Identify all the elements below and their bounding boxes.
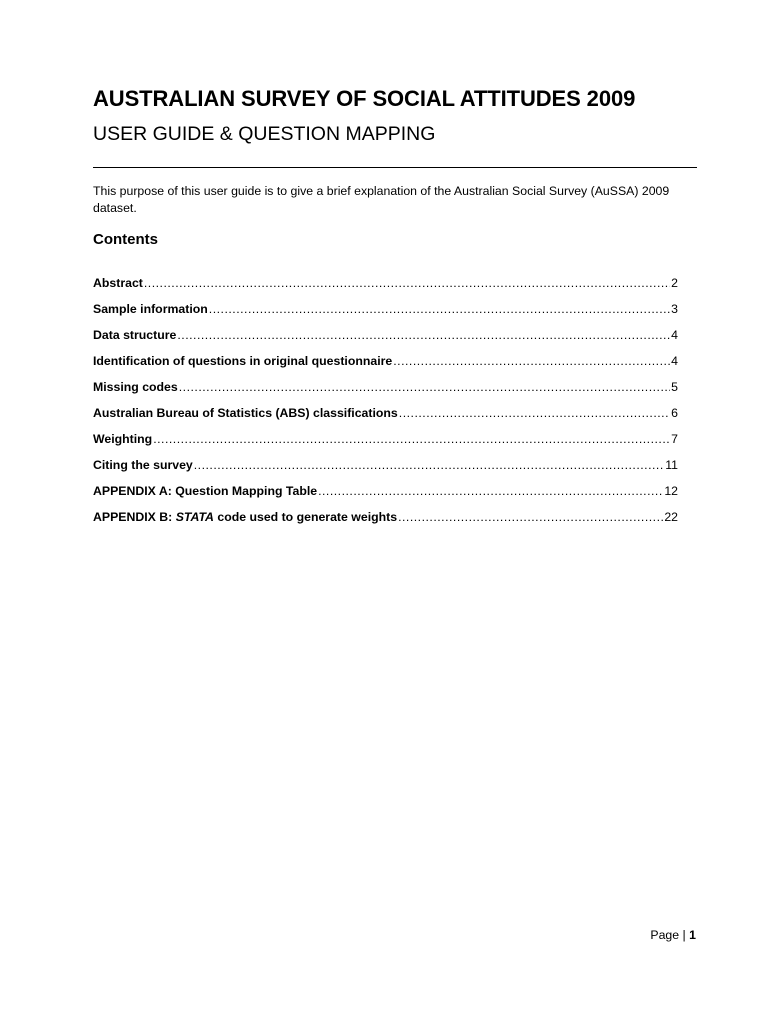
toc-entry-label: APPENDIX A: Question Mapping Table — [93, 484, 318, 498]
table-of-contents — [93, 276, 678, 536]
toc-entry-data-structure[interactable] — [93, 328, 678, 354]
document-title: AUSTRALIAN SURVEY OF SOCIAL ATTITUDES 2009 — [93, 86, 636, 111]
toc-label-prefix: APPENDIX B: — [93, 510, 176, 524]
footer-page-label: Page | — [650, 928, 686, 942]
toc-entry-label: Australian Bureau of Statistics (ABS) classifications — [93, 406, 398, 420]
toc-dot-leader — [399, 406, 670, 420]
toc-dot-leader — [194, 458, 664, 472]
toc-dot-leader — [153, 432, 670, 446]
toc-entry-label — [93, 510, 397, 524]
toc-entry-label: Missing codes — [93, 380, 178, 394]
footer-page-number: 1 — [689, 928, 696, 942]
toc-entry-appendix-b[interactable] — [93, 510, 678, 536]
toc-dot-leader — [177, 328, 670, 342]
toc-entry-sample-information[interactable] — [93, 302, 678, 328]
toc-entry-missing-codes[interactable] — [93, 380, 678, 406]
toc-entry-page: 5 — [671, 380, 678, 394]
toc-entry-page: 4 — [671, 354, 678, 368]
toc-entry-appendix-a[interactable] — [93, 484, 678, 510]
toc-label-suffix: code used to generate weights — [213, 510, 398, 524]
document-subtitle: USER GUIDE & QUESTION MAPPING — [93, 123, 436, 145]
toc-entry-page: 6 — [671, 406, 678, 420]
toc-entry-abstract[interactable] — [93, 276, 678, 302]
toc-entry-page: 7 — [671, 432, 678, 446]
toc-entry-abs-classifications[interactable] — [93, 406, 678, 432]
toc-entry-page: 12 — [664, 484, 678, 498]
intro-paragraph: This purpose of this user guide is to give a brief explanation of the Australian Social Survey (AuSSA) 2009 dataset. — [93, 184, 670, 215]
toc-entry-page: 11 — [665, 458, 678, 472]
toc-entry-weighting[interactable] — [93, 432, 678, 458]
page-footer — [650, 928, 696, 942]
toc-label-italic: STATA — [175, 510, 214, 524]
toc-dot-leader — [318, 484, 663, 498]
toc-entry-page: 2 — [671, 276, 678, 290]
toc-entry-identification-of-questions[interactable] — [93, 354, 678, 380]
toc-entry-label: Weighting — [93, 432, 153, 446]
toc-entry-page: 3 — [671, 302, 678, 316]
toc-entry-label: Data structure — [93, 328, 177, 342]
toc-entry-page: 22 — [664, 510, 678, 524]
toc-entry-citing-the-survey[interactable] — [93, 458, 678, 484]
contents-heading: Contents — [93, 231, 158, 248]
toc-dot-leader — [393, 354, 670, 368]
toc-entry-label: Abstract — [93, 276, 143, 290]
title-divider — [93, 167, 697, 168]
toc-dot-leader — [144, 276, 670, 290]
toc-entry-label: Sample information — [93, 302, 208, 316]
toc-entry-page: 4 — [671, 328, 678, 342]
toc-entry-label: Citing the survey — [93, 458, 193, 472]
toc-dot-leader — [209, 302, 670, 316]
toc-dot-leader — [398, 510, 663, 524]
toc-entry-label: Identification of questions in original questionnaire — [93, 354, 393, 368]
toc-dot-leader — [179, 380, 670, 394]
